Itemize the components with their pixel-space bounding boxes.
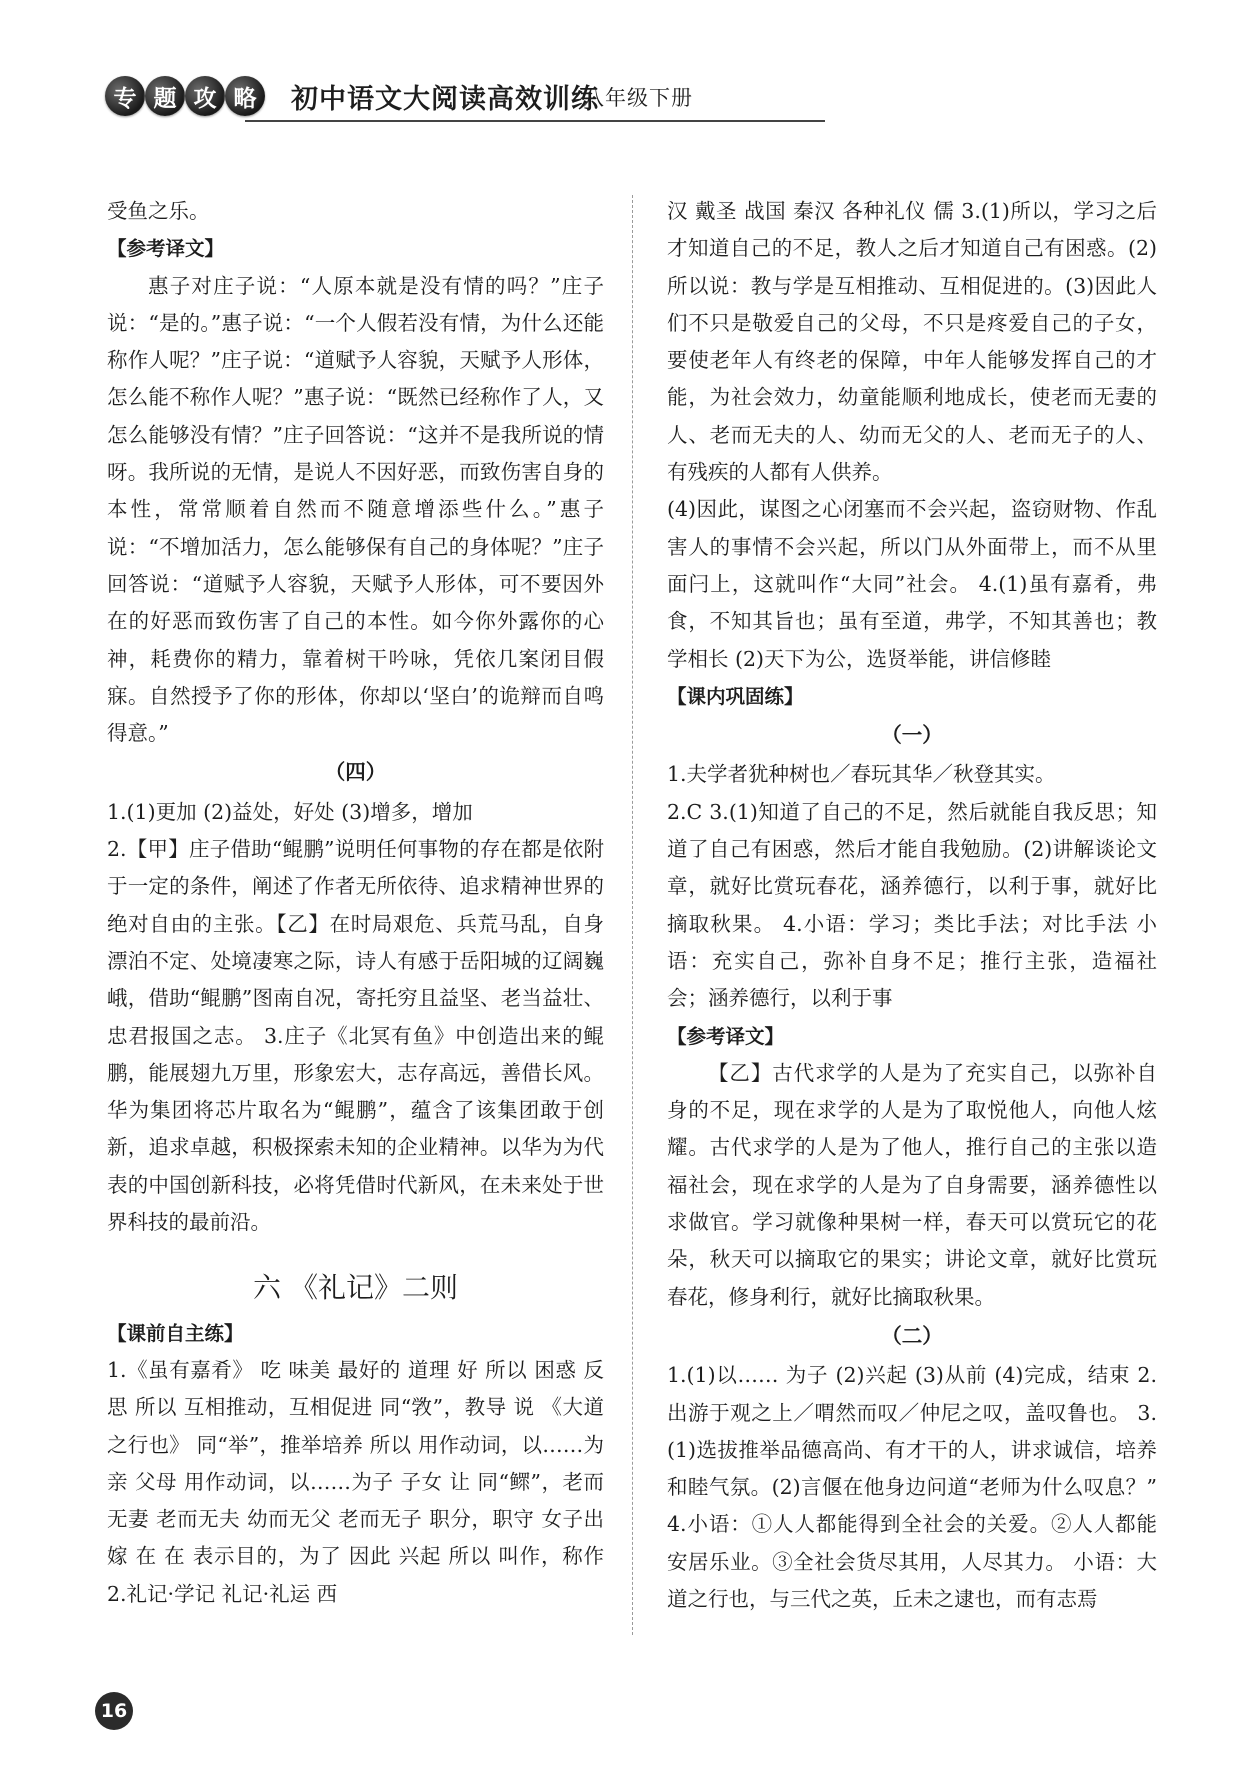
text-line: 受鱼之乐。 <box>107 199 210 223</box>
page-number: 16 <box>95 1692 133 1730</box>
left-column <box>107 193 604 1613</box>
translation-paragraph: 惠子对庄子说：“人原本就是没有情的吗？”庄子说：“是的。”惠子说：“一个人假若没有情，为什么还能称作人呢？”庄子说：“道赋予人容貌，天赋予人形体，怎么能不称作人呢？”惠子说：“既然已经称作了人，又怎么能够没有情？”庄子回答说：“这并不是我所说的情呀。我所说的无情，是说人不因好恶，而致伤害自身的本性，常常顺着自然而不随意增添些什么。”惠子说：“不增加活力，怎么能够保有自己的身体呢？”庄子回答说：“道赋予人容貌，天赋予人形体，可不要因外在的好恶而致伤害了自己的本性。如今你外露你的心神，耗费你的精力，靠着树干吟咏，凭依几案闭目假寐。自然授予了你的形体，你却以‘坚白’的诡辩而自鸣得意。” <box>107 273 604 746</box>
series-badge: 题 <box>145 76 185 116</box>
section-tag: 【课前自主练】 <box>107 1321 244 1345</box>
header-rule <box>245 120 825 122</box>
lesson-title: 六 《礼记》二则 <box>253 1271 458 1305</box>
series-badge: 专 <box>105 76 145 116</box>
answer-paragraph: 汉 戴圣 战国 秦汉 各种礼仪 儒 3.(1)所以，学习之后才知道自己的不足，教人之后才知道自己有困惑。(2)所以说：教与学是互相推动、互相促进的。(3)因此人们不只是敬爱自己的父母，不只是疼爱自己的子女，要使老年人有终老的保障，中年人能够发挥自己的才能，为社会效力，幼童能顺利地成长，使老而无妻的人、老而无夫的人、幼而无父的人、老而无子的人、有残疾的人都有人供养。 <box>667 199 1157 485</box>
book-subtitle: 八年级下册 <box>583 86 693 110</box>
answer-paragraph: 1.(1)更加 (2)益处，好处 (3)增多，增加 <box>107 799 473 824</box>
answer-paragraph: 1.夫学者犹种树也／春玩其华／秋登其实。 <box>667 762 1056 787</box>
answer-paragraph: 1.《虽有嘉肴》 吃 味美 最好的 道理 好 所以 困惑 反思 所以 互相推动，互相促进 同“敩”，教导 说 《大道之行也》 同“举”，推举培养 所以 用作动词，以……为亲 父母 用作动词，以……为子 子女 让 同“鳏”，老而无妻 老而无夫 幼而无父 老而无子 职分，职守 女子出嫁 在 在 表示目的，为了 因此 兴起 所以 叫作，称作 2.礼记·学记 礼记·礼运 西 <box>107 1357 604 1606</box>
series-badge: 略 <box>225 76 265 116</box>
answer-paragraph: 1.(1)以…… 为子 (2)兴起 (3)从前 (4)完成，结束 2.出游于观之上／喟然而叹／仲尼之叹，盖叹鲁也。 3.(1)选拔推举品德高尚、有才干的人，讲求诚信，培养和睦气氛。(2)言偃在他身边问道“老师为什么叹息？” 4.小语：①人人都能得到全社会的关爱。②人人都能安居乐业。③全社会货尽其用，人尽其力。 小语：大道之行也，与三代之英，丘未之逮也，而有志焉 <box>667 1363 1157 1611</box>
sub-section-heading: （二） <box>881 1323 943 1348</box>
book-title: 初中语文大阅读高效训练 <box>291 84 599 115</box>
translation-paragraph: 【乙】古代求学的人是为了充实自己，以弥补自身的不足，现在求学的人是为了取悦他人，向他人炫耀。古代求学的人是为了他人，推行自己的主张以造福社会，现在求学的人是为了自身需要，涵养德性以求做官。学习就像种果树一样，春天可以赏玩它的花朵，秋天可以摘取它的果实；讲论文章，就好比赏玩春花，修身利行，就好比摘取秋果。 <box>667 1060 1157 1309</box>
sub-section-heading: （四） <box>324 760 387 785</box>
answer-paragraph: 2.C 3.(1)知道了自己的不足，然后就能自我反思；知道了自己有困惑，然后才能自我勉励。(2)讲解谈论文章，就好比赏玩春花，涵养德行，以利于事，就好比摘取秋果。 4.小语：学习；类比手法；对比手法 小语：充实自己，弥补自身不足；推行主张，造福社会；涵养德行，以利于事 <box>667 799 1157 1011</box>
section-tag: 【参考译文】 <box>107 237 225 261</box>
series-badges <box>105 76 265 116</box>
page-header <box>105 72 1145 122</box>
answer-paragraph: 2.【甲】庄子借助“鲲鹏”说明任何事物的存在都是依附于一定的条件，阐述了作者无所依待、追求精神世界的绝对自由的主张。【乙】在时局艰危、兵荒马乱，自身漂泊不定、处境凄寒之际，诗人有感于岳阳城的辽阔巍峨，借助“鲲鹏”图南自况，寄托穷且益坚、老当益壮、忠君报国之志。 3.庄子《北冥有鱼》中创造出来的鲲鹏，能展翅九万里，形象宏大，志存高远，善借长风。华为集团将芯片取名为“鲲鹏”，蕴含了该集团敢于创新，追求卓越，积极探索未知的企业精神。以华为为代表的中国创新科技，必将凭借时代新风，在未来处于世界科技的最前沿。 <box>107 837 604 1235</box>
column-divider <box>632 195 633 1635</box>
section-tag: 【参考译文】 <box>667 1024 785 1048</box>
sub-section-heading: （一） <box>881 723 943 748</box>
right-column <box>667 193 1157 1618</box>
answer-paragraph: (4)因此，谋图之心闭塞而不会兴起，盗窃财物、作乱害人的事情不会兴起，所以门从外面带上，而不从里面闩上，这就叫作“大同”社会。 4.(1)虽有嘉肴，弗食，不知其旨也；虽有至道，弗学，不知其善也；教学相长 (2)天下为公，选贤举能，讲信修睦 <box>667 497 1157 671</box>
section-tag: 【课内巩固练】 <box>667 684 804 708</box>
series-badge: 攻 <box>185 76 225 116</box>
